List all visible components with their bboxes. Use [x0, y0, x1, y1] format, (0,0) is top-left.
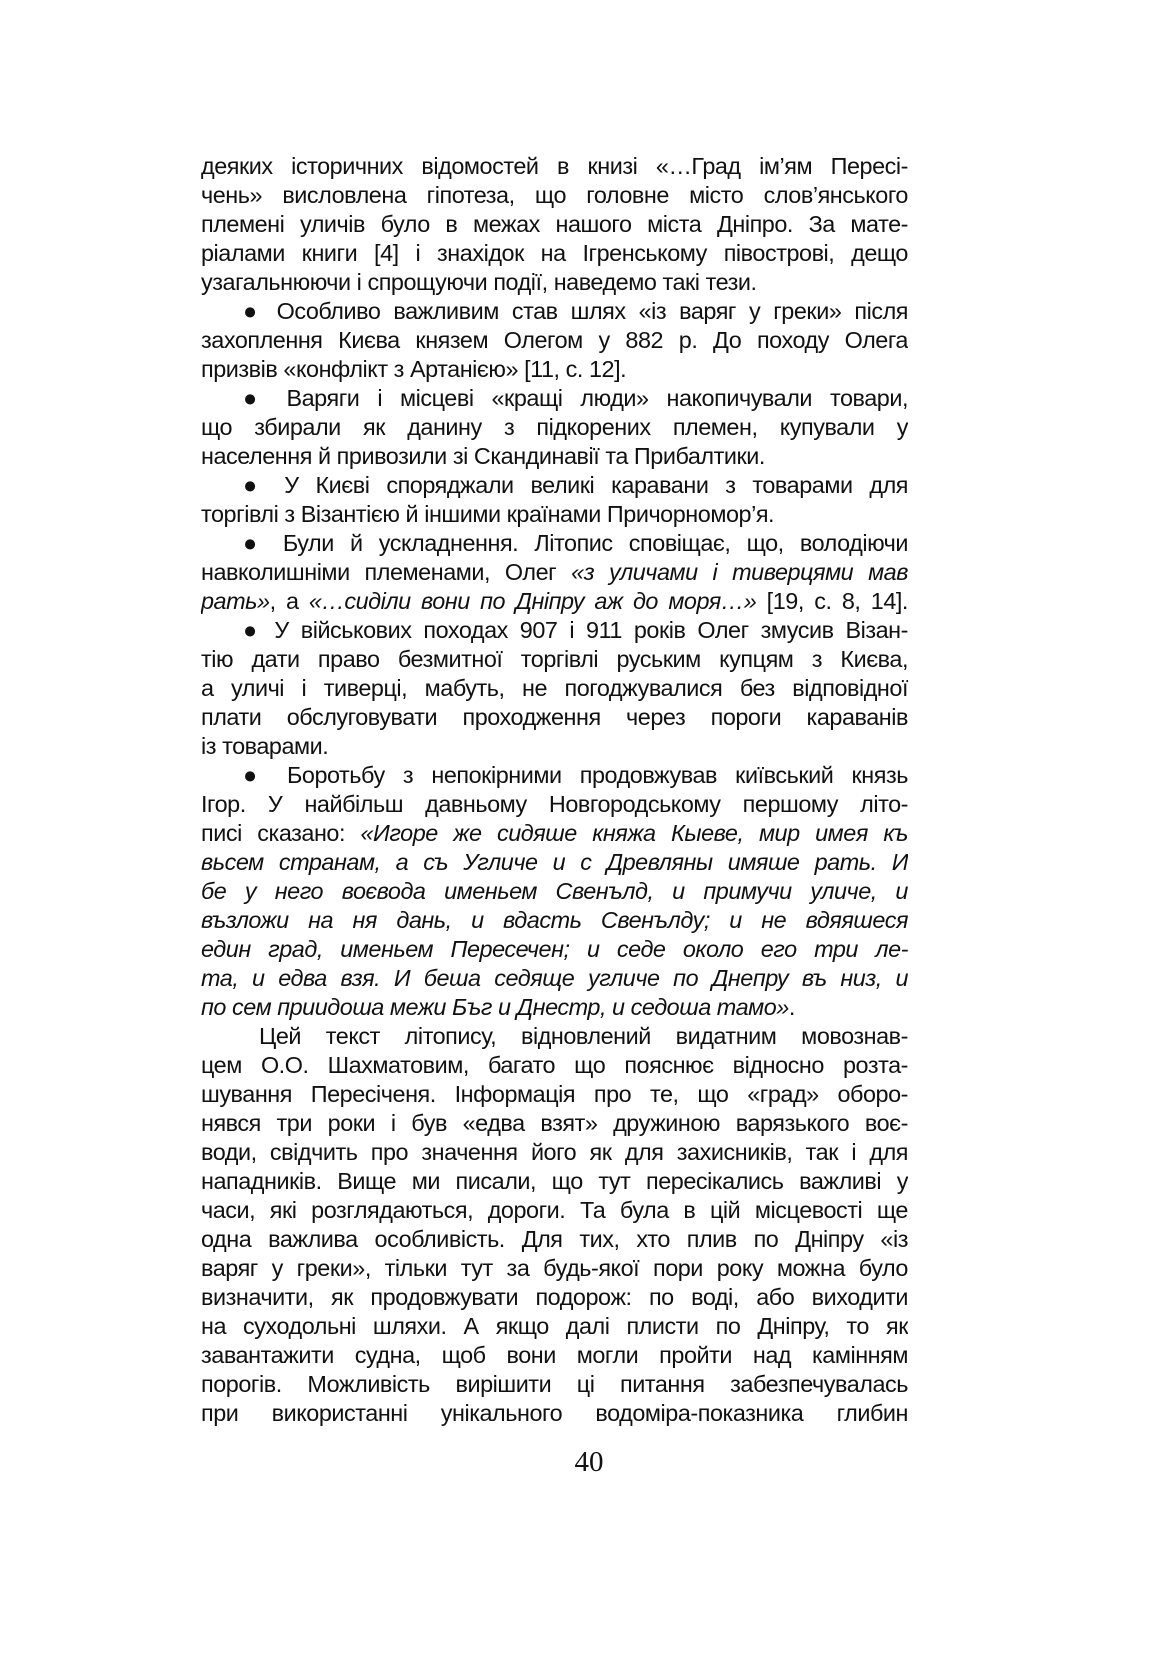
text-segment: писі сказано:	[201, 820, 361, 846]
text-segment: ● Варяги і місцеві «кращі люди» накопичували товари,	[243, 385, 908, 411]
text-segment: ● Були й ускладнення. Літопис сповіщає, що, володіючи	[243, 530, 908, 556]
text-segment: цем О.О. Шахматовим, багато що пояснює відносно розта-	[201, 1052, 908, 1078]
text-segment: порогів. Можливість вирішити ці питання забезпечувалась	[201, 1371, 908, 1397]
text-segment: води, свідчить про значення його як для захисників, так і для	[201, 1139, 908, 1165]
italic-quote-segment: рать»	[201, 588, 270, 614]
text-segment: ● У Києві споряджали великі каравани з товарами для	[243, 472, 908, 498]
italic-quote-segment: възложи на ня дань, и вдасть Свенълду; и не вдяяшеся	[201, 907, 908, 933]
italic-quote-segment: един град, именьем Пересечен; и седе около его три ле-	[201, 936, 908, 962]
text-line	[201, 384, 908, 413]
text-segment: часи, які розглядаються, дороги. Та була в цій місцевості ще	[201, 1197, 908, 1223]
text-segment: тію дати право безмитної торгівлі руським купцям з Києва,	[201, 646, 908, 672]
text-segment: торгівлі з Візантією й іншими країнами Причорномор’я.	[201, 501, 775, 527]
text-line	[201, 1399, 908, 1428]
text-line	[201, 848, 908, 877]
text-segment: навколишніми племенами, Олег	[201, 559, 572, 585]
text-segment: завантажити судна, щоб вони могли пройти над камінням	[201, 1342, 908, 1368]
text-line	[201, 239, 908, 268]
text-line	[201, 442, 908, 471]
text-segment: ріалами книги [4] і знахідок на Ігренському півострові, дещо	[201, 240, 908, 266]
text-line	[201, 181, 908, 210]
italic-quote-segment: «…сиділи вони по Дніпру аж до моря…»	[308, 588, 757, 614]
text-line	[201, 1312, 908, 1341]
text-line	[201, 964, 908, 993]
text-line	[201, 1225, 908, 1254]
text-segment: [19, с. 8, 14].	[756, 588, 908, 614]
text-segment: Цей текст літопису, відновлений видатним мовознав-	[259, 1023, 908, 1049]
text-line	[201, 1283, 908, 1312]
text-line	[201, 993, 908, 1022]
text-line	[201, 471, 908, 500]
text-line	[201, 500, 908, 529]
text-segment: , а	[269, 588, 309, 614]
text-line	[201, 935, 908, 964]
text-line	[201, 529, 908, 558]
text-segment: одна важлива особливість. Для тих, хто плив по Дніпру «із	[201, 1226, 908, 1252]
text-segment: при використанні унікального водоміра-показника глибин	[201, 1400, 908, 1426]
text-segment: призвів «конфлікт з Артанією» [11, с. 12].	[201, 356, 627, 382]
document-page-body	[201, 152, 908, 1428]
text-line	[201, 558, 908, 587]
text-line	[201, 790, 908, 819]
text-line	[201, 761, 908, 790]
text-segment: чень» висловлена гіпотеза, що головне місто слов’янського	[201, 182, 908, 208]
text-line	[201, 616, 908, 645]
text-line	[201, 1138, 908, 1167]
text-line	[201, 1080, 908, 1109]
page-number: 40	[574, 1446, 604, 1478]
text-line	[201, 210, 908, 239]
text-line	[201, 645, 908, 674]
text-segment: нявся три роки і був «едва взят» дружиною варязького воє-	[201, 1110, 908, 1136]
text-segment: захоплення Києва князем Олегом у 882 р. До походу Олега	[201, 327, 908, 353]
text-line	[201, 1109, 908, 1138]
text-line	[201, 355, 908, 384]
text-segment: Ігор. У найбільш давньому Новгородському першому літо-	[201, 791, 908, 817]
text-segment: шування Пересіченя. Інформація про те, що «град» оборо-	[201, 1081, 908, 1107]
text-line	[201, 1051, 908, 1080]
text-line	[201, 297, 908, 326]
text-segment: що збирали як данину з підкорених племен, купували у	[201, 414, 908, 440]
text-line	[201, 906, 908, 935]
text-segment: ● Особливо важливим став шлях «із варяг у греки» після	[243, 298, 908, 324]
text-segment: .	[788, 994, 795, 1020]
text-segment: із товарами.	[201, 733, 329, 759]
text-segment: племені уличів було в межах нашого міста Дніпро. За мате-	[201, 211, 908, 237]
text-segment: ● Боротьбу з непокірними продовжував київський князь	[243, 762, 908, 788]
text-line	[201, 152, 908, 181]
text-segment: ● У військових походах 907 і 911 років Олег змусив Візан-	[243, 617, 908, 643]
text-segment: нападників. Вище ми писали, що тут пересікались важливі у	[201, 1168, 908, 1194]
text-segment: узагальнюючи і спрощуючи події, наведемо такі тези.	[201, 269, 757, 295]
text-segment: варяг у греки», тільки тут за будь-якої пори року можна було	[201, 1255, 908, 1281]
text-segment: на суходольні шляхи. А якщо далі плисти по Дніпру, то як	[201, 1313, 908, 1339]
italic-quote-segment: вьсем странам, а съ Угличе и с Древляны имяше рать. И	[201, 849, 908, 875]
italic-quote-segment: «Игоре же сидяше княжа Кыеве, мир имея къ	[360, 820, 908, 846]
text-line	[201, 1341, 908, 1370]
text-line	[201, 1022, 908, 1051]
text-segment: плати обслуговувати проходження через пороги караванів	[201, 704, 908, 730]
text-line	[201, 268, 908, 297]
italic-quote-segment: по сем приидоша межи Бъг и Днестр, и седоша тамо»	[201, 994, 789, 1020]
text-line	[201, 1167, 908, 1196]
text-line	[201, 674, 908, 703]
text-line	[201, 703, 908, 732]
italic-quote-segment: «з уличами і тиверцями мав	[571, 559, 908, 585]
text-line	[201, 413, 908, 442]
text-line	[201, 732, 908, 761]
text-segment: визначити, як продовжувати подорож: по воді, або виходити	[201, 1284, 908, 1310]
text-segment: а уличі і тиверці, мабуть, не погоджувалися без відповідної	[201, 675, 908, 701]
italic-quote-segment: бе у него воєвода именьем Свенълд, и примучи уличе, и	[201, 878, 908, 904]
text-line	[201, 587, 908, 616]
text-line	[201, 1370, 908, 1399]
text-segment: деяких історичних відомостей в книзі «…Град ім’ям Пересі-	[201, 153, 908, 179]
text-line	[201, 326, 908, 355]
text-segment: населення й привозили зі Скандинавії та Прибалтики.	[201, 443, 765, 469]
text-line	[201, 1196, 908, 1225]
text-line	[201, 819, 908, 848]
text-line	[201, 877, 908, 906]
text-line	[201, 1254, 908, 1283]
italic-quote-segment: та, и едва взя. И беша седяще угличе по Днепру въ низ, и	[201, 965, 908, 991]
